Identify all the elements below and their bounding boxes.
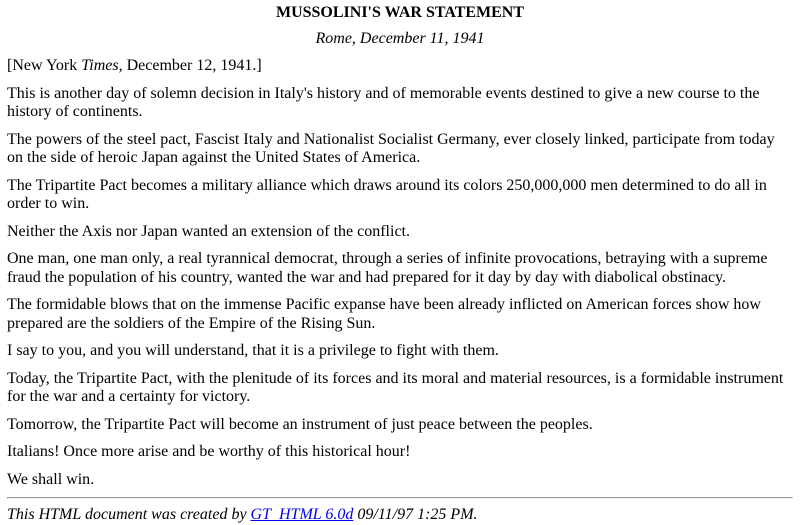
- article-paragraph: One man, one man only, a real tyrannical democrat, through a series of infinite provocations, betraying with a supreme fraud the population of his country, wanted the war and had prepared for it day by day with diabolical obstinacy.: [7, 250, 768, 286]
- source-citation: [7, 57, 793, 76]
- creator-tool-link[interactable]: GT_HTML 6.0d: [250, 506, 354, 523]
- article-paragraph: Tomorrow, the Tripartite Pact will become an instrument of just peace between the peoples.: [7, 415, 593, 433]
- article-paragraph: The Tripartite Pact becomes a military alliance which draws around its colors 250,000,000 men determined to do all in order to win.: [7, 176, 767, 212]
- article-paragraph: I say to you, and you will understand, that it is a privilege to fight with them.: [7, 342, 499, 359]
- article-paragraph: The powers of the steel pact, Fascist Italy and Nationalist Socialist Germany, ever closely linked, participate from today on the side of heroic Japan against the United States of America.: [7, 130, 775, 166]
- dateline: Rome, December 11, 1941: [315, 29, 485, 47]
- article-paragraph: Today, the Tripartite Pact, with the plenitude of its forces and its moral and material resources, is a formidable instrument for the war and a certainty for victory.: [7, 369, 784, 405]
- horizontal-rule: [7, 497, 793, 499]
- article-paragraph: This is another day of solemn decision in Italy's history and of memorable events destined to give a new course to the history of continents.: [7, 84, 760, 120]
- creator-footer-prefix: This HTML document was created by: [7, 506, 251, 523]
- source-citation-suffix: December 12, 1941.]: [122, 57, 262, 74]
- source-publication-name: Times,: [81, 57, 123, 74]
- article-paragraph: We shall win.: [7, 470, 95, 488]
- article-paragraph: The formidable blows that on the immense Pacific expanse have been already inflicted on American forces show how prepared are the soldiers of the Empire of the Rising Sun.: [7, 296, 761, 332]
- article-paragraph: Neither the Axis nor Japan wanted an extension of the conflict.: [7, 222, 410, 240]
- page-title: MUSSOLINI'S WAR STATEMENT: [275, 4, 525, 21]
- creator-footer: [7, 506, 793, 525]
- creator-footer-suffix: 09/11/97 1:25 PM.: [353, 506, 478, 523]
- article-paragraph: Italians! Once more arise and be worthy of this historical hour!: [7, 443, 411, 460]
- source-citation-prefix: [New York: [7, 57, 82, 74]
